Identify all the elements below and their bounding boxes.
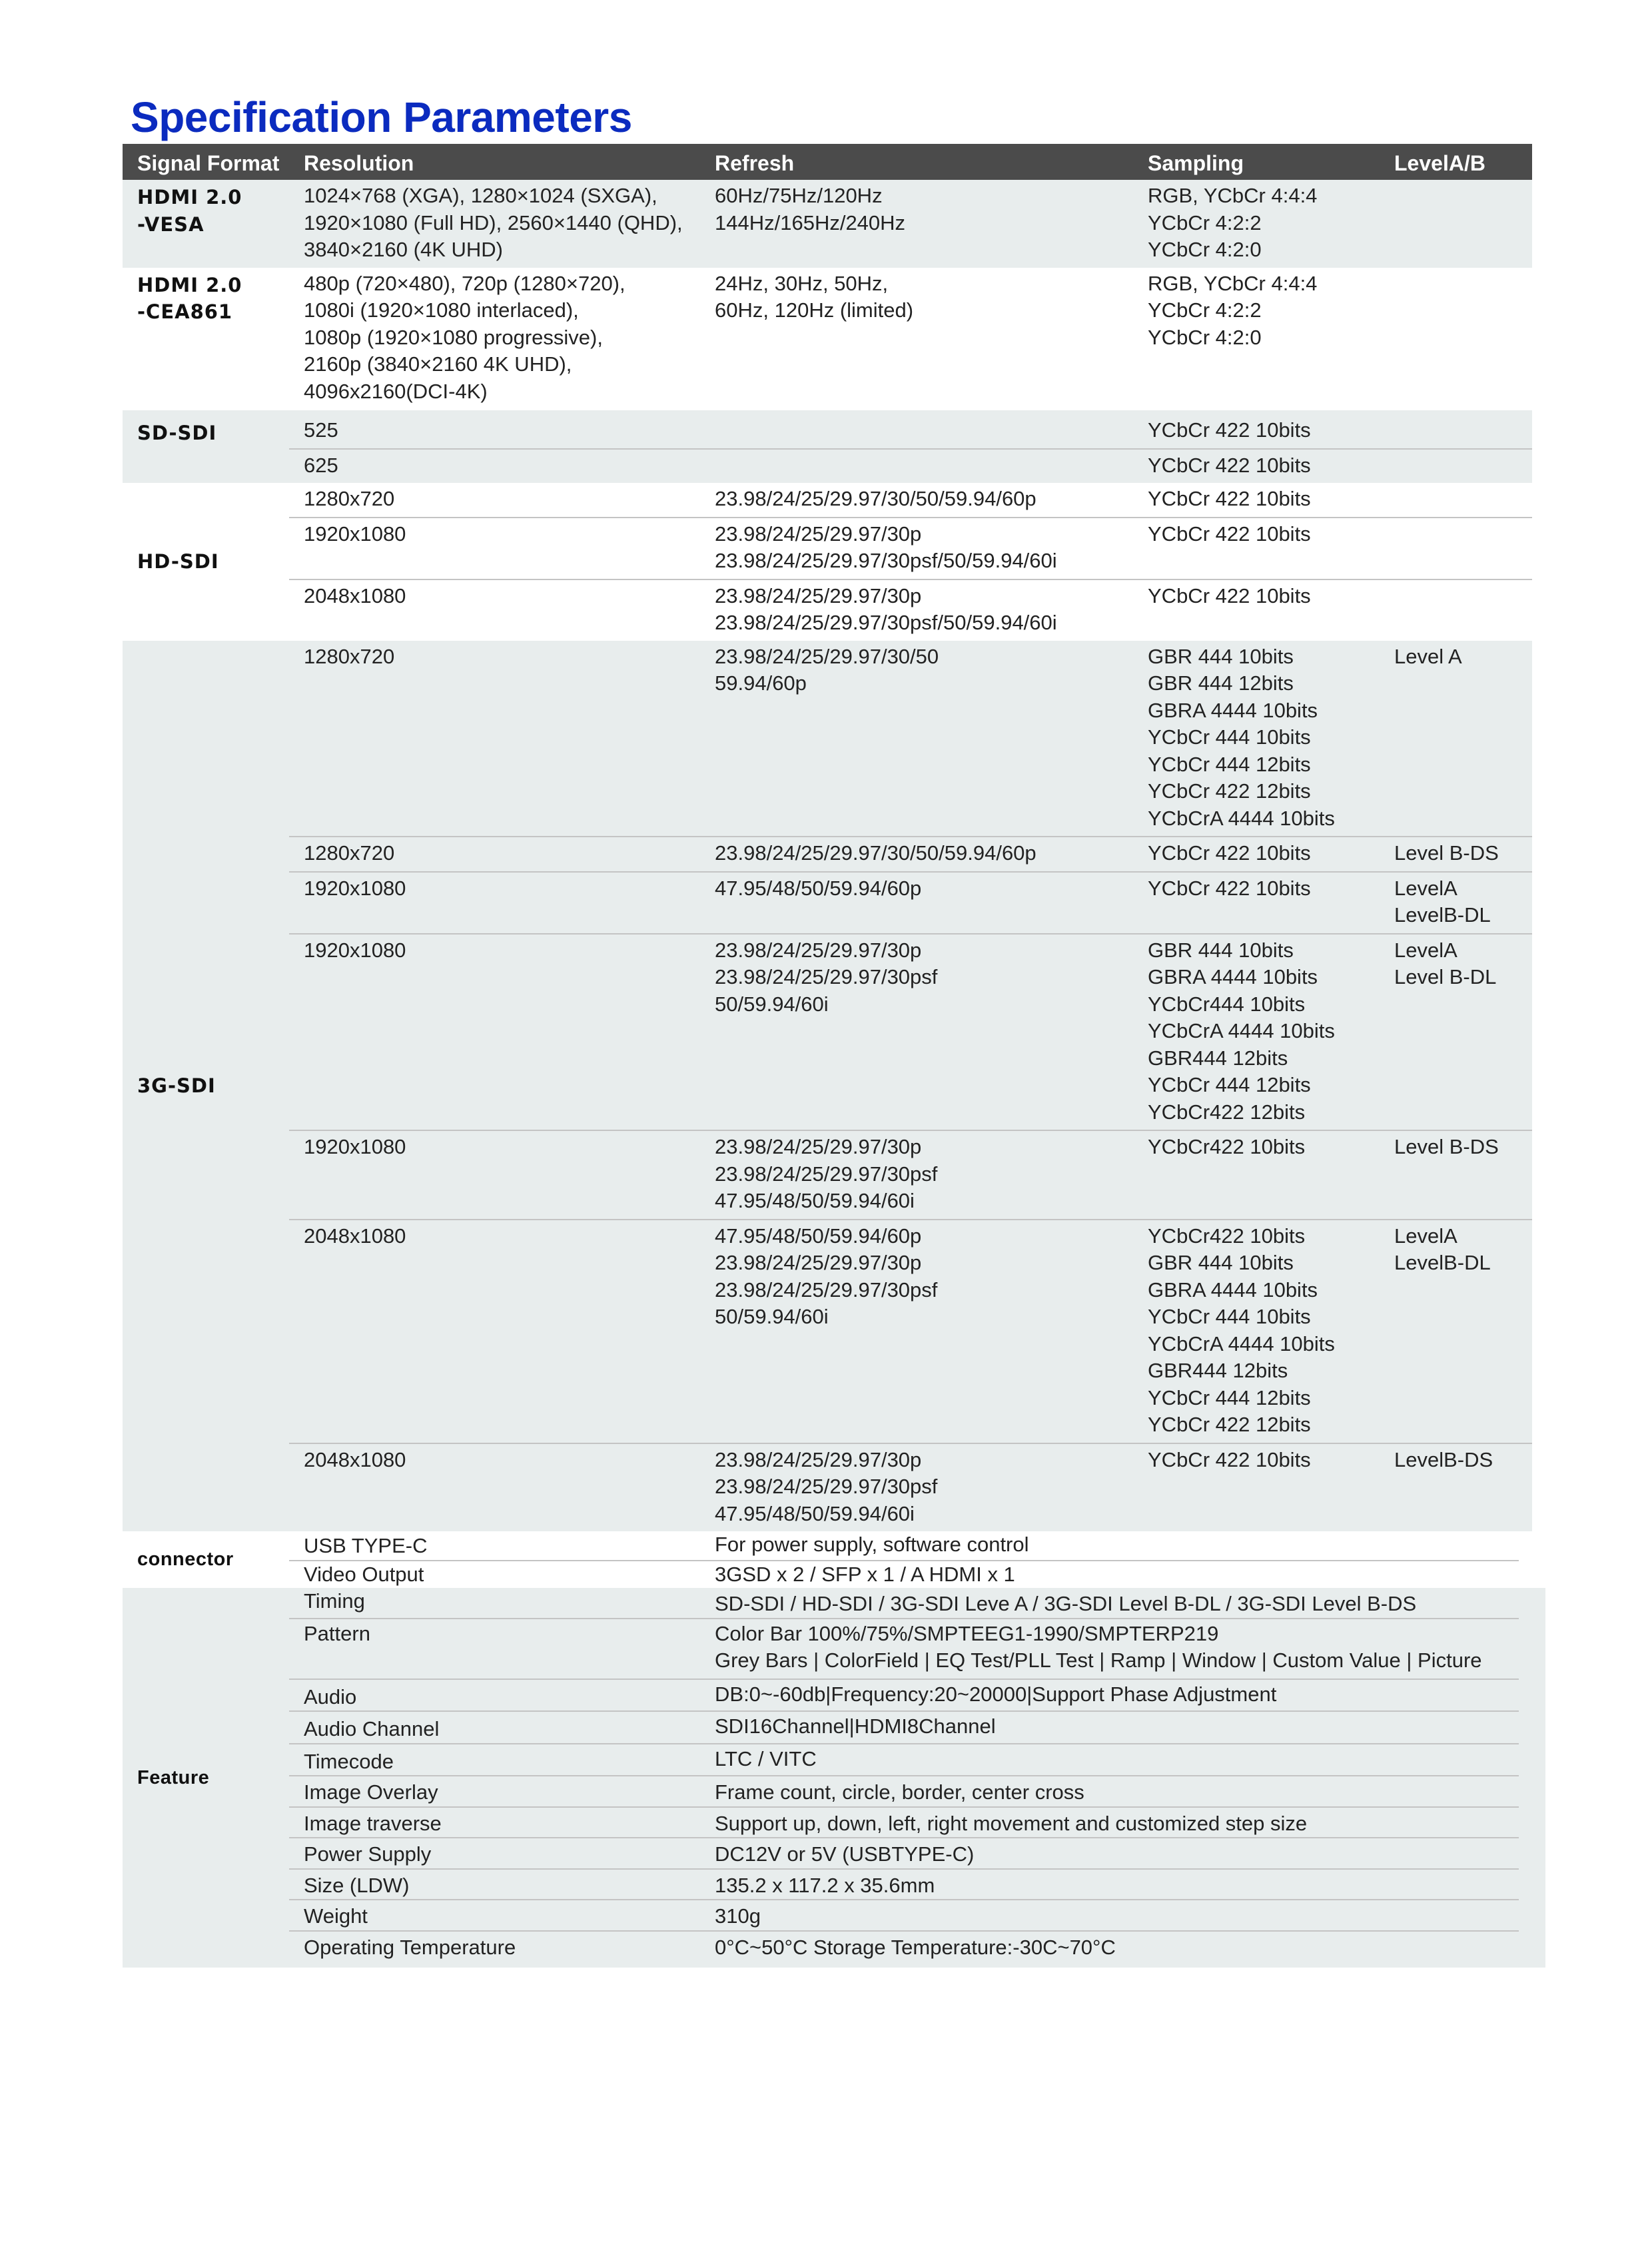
level-cell: LevelA LevelB-DL (1380, 1220, 1532, 1443)
sampling-cell: YCbCr 422 10bits (1133, 837, 1380, 872)
table-row (123, 410, 1532, 449)
refresh-cell: 23.98/24/25/29.97/30/50 59.94/60p (700, 641, 1133, 837)
level-cell (1380, 410, 1532, 449)
signal-format-hdmi-vesa: HDMI 2.0 -VESA (123, 180, 289, 268)
table-row (123, 872, 1532, 934)
resolution-cell: 625 (289, 449, 700, 484)
table-row (123, 1561, 1532, 1589)
table-row (123, 1679, 1532, 1712)
header-signal-format: Signal Format (123, 144, 289, 180)
table-row (123, 641, 1532, 837)
table-row (123, 1807, 1532, 1838)
feature-value: 310g (700, 1900, 1532, 1931)
table-row (123, 1130, 1532, 1220)
feature-name: Image Overlay (289, 1776, 700, 1807)
resolution-cell: 2048x1080 (289, 1443, 700, 1532)
sampling-cell: YCbCr422 10bits GBR 444 10bits GBRA 4444 10bits YCbCr 444 10bits YCbCrA 4444 10bits GBR444 12bits YCbCr 444 12bits YCbCr 422 12bits (1133, 1220, 1380, 1443)
sampling-cell: YCbCr 422 10bits (1133, 410, 1380, 449)
feature-name: Operating Temperature (289, 1931, 700, 1968)
resolution-cell: 480p (720×480), 720p (1280×720), 1080i (1920×1080 interlaced), 1080p (1920×1080 progressive), 2160p (3840×2160 4K UHD), 4096x2160(DCI-4K) (289, 268, 700, 411)
spec-table (123, 144, 1545, 1968)
level-cell: LevelA Level B-DL (1380, 934, 1532, 1131)
table-row (123, 1838, 1532, 1869)
refresh-cell: 60Hz/75Hz/120Hz 144Hz/165Hz/240Hz (700, 180, 1133, 268)
feature-value: LTC / VITC (700, 1744, 1532, 1776)
header-refresh: Refresh (700, 144, 1133, 180)
table-header (123, 144, 1532, 180)
refresh-cell (700, 410, 1133, 449)
sampling-cell: YCbCr 422 10bits (1133, 518, 1380, 579)
signal-format-hd-sdi: HD-SDI (123, 483, 289, 641)
table-row (123, 1900, 1532, 1931)
feature-label: Feature (123, 1588, 289, 1968)
table-row (123, 1588, 1532, 1619)
level-cell (1380, 518, 1532, 579)
table-row (123, 180, 1532, 268)
feature-value: SDI16Channel|HDMI8Channel (700, 1711, 1532, 1744)
level-cell (1380, 449, 1532, 484)
connector-name: Video Output (289, 1561, 700, 1589)
feature-value: SD-SDI / HD-SDI / 3G-SDI Leve A / 3G-SDI Level B-DL / 3G-SDI Level B-DS (700, 1588, 1532, 1619)
resolution-cell: 2048x1080 (289, 579, 700, 641)
feature-value: Frame count, circle, border, center cross (700, 1776, 1532, 1807)
resolution-cell: 1920x1080 (289, 934, 700, 1131)
feature-value: Support up, down, left, right movement and customized step size (700, 1807, 1532, 1838)
signal-format-3g-sdi: 3G-SDI (123, 641, 289, 1532)
feature-value: 0°C~50°C Storage Temperature:-30C~70°C (700, 1931, 1532, 1968)
feature-value: 135.2 x 117.2 x 35.6mm (700, 1869, 1532, 1900)
resolution-cell: 1920x1080 (289, 1130, 700, 1220)
connector-name: USB TYPE-C (289, 1531, 700, 1561)
sampling-cell: YCbCr422 10bits (1133, 1130, 1380, 1220)
table-row (123, 1220, 1532, 1443)
feature-name: Audio (289, 1679, 700, 1712)
feature-name: Timecode (289, 1744, 700, 1776)
feature-name: Audio Channel (289, 1711, 700, 1744)
refresh-cell: 23.98/24/25/29.97/30p 23.98/24/25/29.97/30psf/50/59.94/60i (700, 518, 1133, 579)
connector-value: For power supply, software control (700, 1531, 1532, 1561)
resolution-cell: 1920x1080 (289, 872, 700, 934)
connector-label: connector (123, 1531, 289, 1588)
sampling-cell: YCbCr 422 10bits (1133, 483, 1380, 518)
refresh-cell: 23.98/24/25/29.97/30/50/59.94/60p (700, 837, 1133, 872)
level-cell: LevelA LevelB-DL (1380, 872, 1532, 934)
refresh-cell: 47.95/48/50/59.94/60p 23.98/24/25/29.97/30p 23.98/24/25/29.97/30psf 50/59.94/60i (700, 1220, 1133, 1443)
feature-name: Timing (289, 1588, 700, 1619)
sampling-cell: YCbCr 422 10bits (1133, 449, 1380, 484)
table-row (123, 483, 1532, 518)
header-sampling: Sampling (1133, 144, 1380, 180)
refresh-cell: 23.98/24/25/29.97/30p 23.98/24/25/29.97/30psf 50/59.94/60i (700, 934, 1133, 1131)
sampling-cell: RGB, YCbCr 4:4:4 YCbCr 4:2:2 YCbCr 4:2:0 (1133, 268, 1380, 411)
table-row (123, 1931, 1532, 1968)
resolution-cell: 2048x1080 (289, 1220, 700, 1443)
refresh-cell: 23.98/24/25/29.97/30p 23.98/24/25/29.97/30psf 47.95/48/50/59.94/60i (700, 1130, 1133, 1220)
table-row (123, 579, 1532, 641)
refresh-cell: 24Hz, 30Hz, 50Hz, 60Hz, 120Hz (limited) (700, 268, 1133, 411)
feature-name: Image traverse (289, 1807, 700, 1838)
connector-value: 3GSD x 2 / SFP x 1 / A HDMI x 1 (700, 1561, 1532, 1589)
level-cell (1380, 180, 1532, 268)
table-row (123, 449, 1532, 484)
feature-name: Pattern (289, 1619, 700, 1679)
refresh-cell: 23.98/24/25/29.97/30/50/59.94/60p (700, 483, 1133, 518)
sampling-cell: RGB, YCbCr 4:4:4 YCbCr 4:2:2 YCbCr 4:2:0 (1133, 180, 1380, 268)
signal-format-sd-sdi: SD-SDI (123, 410, 289, 483)
level-cell: Level A (1380, 641, 1532, 837)
resolution-cell: 525 (289, 410, 700, 449)
table-row (123, 1619, 1532, 1679)
feature-value: DB:0~-60db|Frequency:20~20000|Support Phase Adjustment (700, 1679, 1532, 1712)
page-title: Specification Parameters (131, 93, 632, 141)
sampling-cell: YCbCr 422 10bits (1133, 579, 1380, 641)
header-level: LevelA/B (1380, 144, 1532, 180)
level-cell (1380, 483, 1532, 518)
sampling-cell: GBR 444 10bits GBRA 4444 10bits YCbCr444 10bits YCbCrA 4444 10bits GBR444 12bits YCbCr 444 12bits YCbCr422 12bits (1133, 934, 1380, 1131)
resolution-cell: 1280x720 (289, 837, 700, 872)
resolution-cell: 1920x1080 (289, 518, 700, 579)
resolution-cell: 1280x720 (289, 483, 700, 518)
table-row (123, 1443, 1532, 1532)
table-row (123, 837, 1532, 872)
table-row (123, 1869, 1532, 1900)
table-row (123, 518, 1532, 579)
table-row (123, 1776, 1532, 1807)
table-row (123, 1531, 1532, 1561)
level-cell: LevelB-DS (1380, 1443, 1532, 1532)
refresh-cell: 23.98/24/25/29.97/30p 23.98/24/25/29.97/30psf 47.95/48/50/59.94/60i (700, 1443, 1133, 1532)
resolution-cell: 1280x720 (289, 641, 700, 837)
level-cell: Level B-DS (1380, 837, 1532, 872)
table-row (123, 934, 1532, 1131)
feature-name: Power Supply (289, 1838, 700, 1869)
table-row (123, 1711, 1532, 1744)
feature-name: Weight (289, 1900, 700, 1931)
refresh-cell: 47.95/48/50/59.94/60p (700, 872, 1133, 934)
level-cell (1380, 268, 1532, 411)
resolution-cell: 1024×768 (XGA), 1280×1024 (SXGA), 1920×1080 (Full HD), 2560×1440 (QHD), 3840×2160 (4K UHD) (289, 180, 700, 268)
table-row (123, 268, 1532, 411)
table-row (123, 1744, 1532, 1776)
sampling-cell: GBR 444 10bits GBR 444 12bits GBRA 4444 10bits YCbCr 444 10bits YCbCr 444 12bits YCbCr 422 12bits YCbCrA 4444 10bits (1133, 641, 1380, 837)
refresh-cell (700, 449, 1133, 484)
sampling-cell: YCbCr 422 10bits (1133, 1443, 1380, 1532)
sampling-cell: YCbCr 422 10bits (1133, 872, 1380, 934)
feature-value: DC12V or 5V (USBTYPE-C) (700, 1838, 1532, 1869)
feature-value: Color Bar 100%/75%/SMPTEEG1-1990/SMPTERP219 Grey Bars | ColorField | EQ Test/PLL Test | Ramp | Window | Custom Value | Picture (700, 1619, 1532, 1679)
refresh-cell: 23.98/24/25/29.97/30p 23.98/24/25/29.97/30psf/50/59.94/60i (700, 579, 1133, 641)
level-cell: Level B-DS (1380, 1130, 1532, 1220)
feature-name: Size (LDW) (289, 1869, 700, 1900)
signal-format-hdmi-cea: HDMI 2.0 -CEA861 (123, 268, 289, 411)
level-cell (1380, 579, 1532, 641)
header-resolution: Resolution (289, 144, 700, 180)
